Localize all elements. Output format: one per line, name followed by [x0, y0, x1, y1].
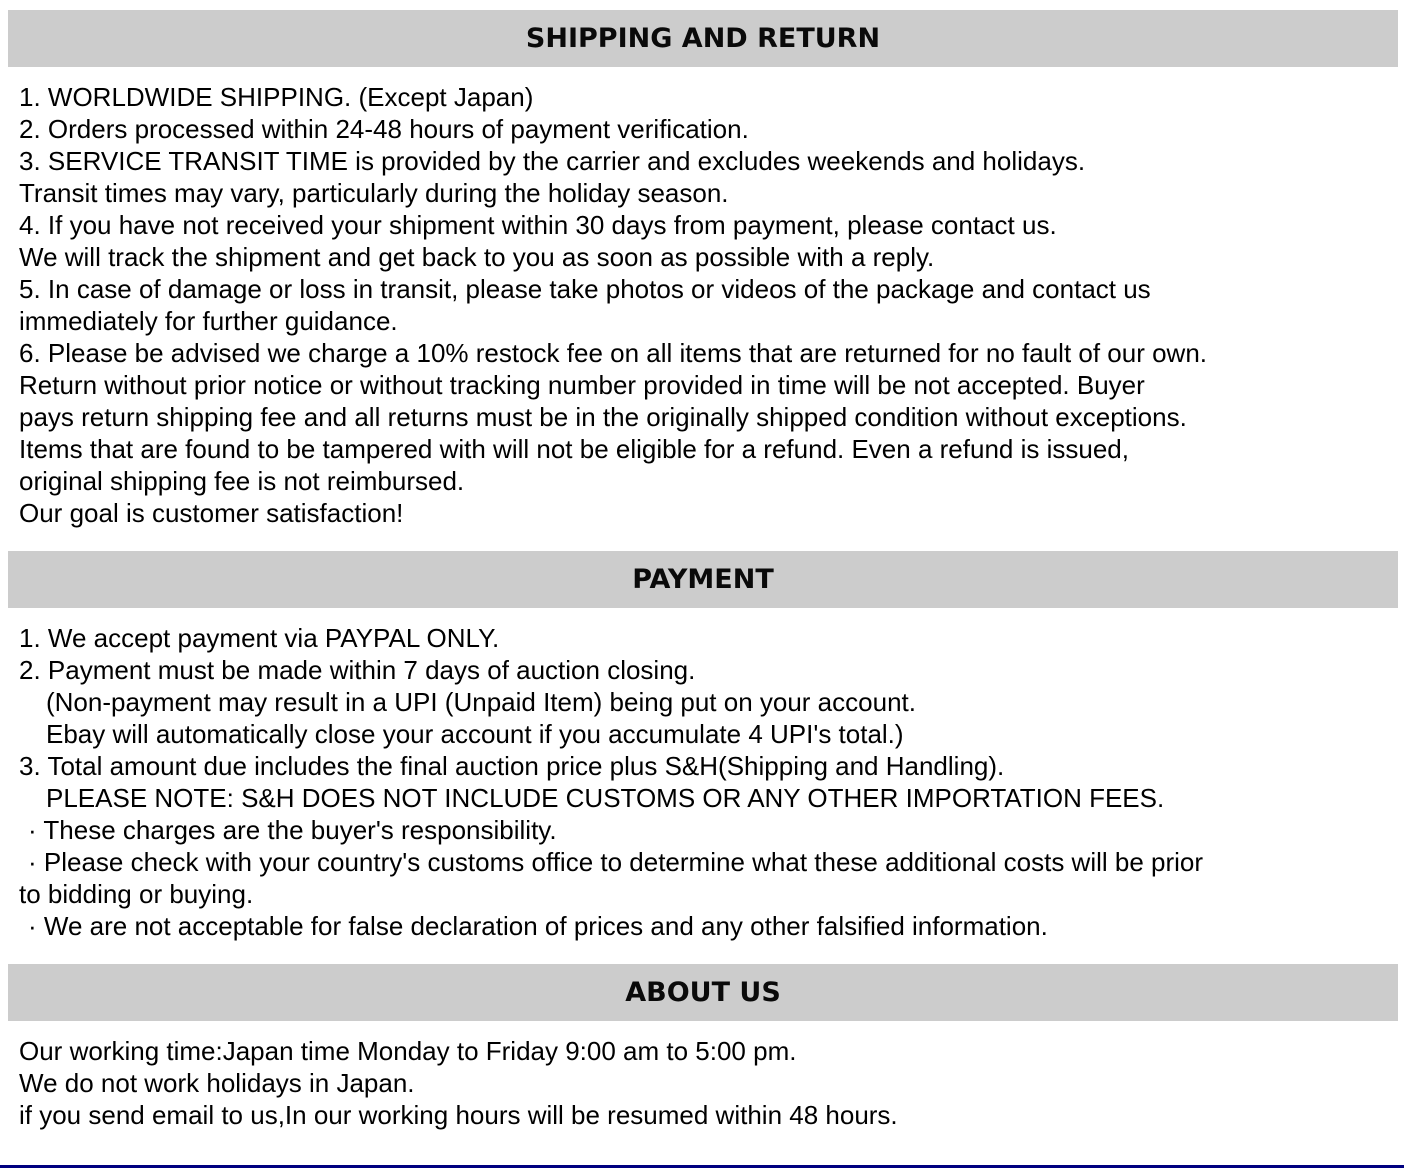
text-line: Our working time:Japan time Monday to Friday 9:00 am to 5:00 pm. — [19, 1036, 797, 1066]
text-line: 2. Orders processed within 24-48 hours of payment verification. — [19, 114, 749, 144]
text-line: to bidding or buying. — [19, 879, 254, 909]
text-line: · We are not acceptable for false declaration of prices and any other falsified information. — [28, 911, 1048, 941]
text-line: We will track the shipment and get back to you as soon as possible with a reply. — [19, 242, 935, 272]
text-line: 6. Please be advised we charge a 10% restock fee on all items that are returned for no fault of our own. — [19, 338, 1208, 368]
text-line: original shipping fee is not reimbursed. — [19, 466, 465, 496]
section-shipping-and-return — [0, 10, 1404, 551]
text-line: 1. We accept payment via PAYPAL ONLY. — [19, 623, 500, 653]
text-line: (Non-payment may result in a UPI (Unpaid Item) being put on your account. — [46, 687, 916, 717]
section-header-bar — [8, 964, 1398, 1021]
section-body — [0, 67, 1404, 551]
text-line: pays return shipping fee and all returns must be in the originally shipped condition without exceptions. — [19, 402, 1187, 432]
text-line: 2. Payment must be made within 7 days of auction closing. — [19, 655, 696, 685]
section-title: SHIPPING AND RETURN — [525, 23, 881, 54]
text-line: 5. In case of damage or loss in transit, please take photos or videos of the package and contact us — [19, 274, 1151, 304]
section-title: ABOUT US — [625, 977, 781, 1008]
text-line: · Please check with your country's customs office to determine what these additional costs will be prior — [28, 847, 1204, 877]
text-line: if you send email to us,In our working hours will be resumed within 48 hours. — [19, 1100, 898, 1130]
section-body — [0, 608, 1404, 964]
section-header-bar — [8, 551, 1398, 608]
section-title: PAYMENT — [632, 564, 774, 595]
section-header-bar — [8, 10, 1398, 67]
text-line: immediately for further guidance. — [19, 306, 398, 336]
text-line: Transit times may vary, particularly during the holiday season. — [19, 178, 729, 208]
section-about-us — [0, 964, 1404, 1153]
text-line: 4. If you have not received your shipment within 30 days from payment, please contact us. — [19, 210, 1057, 240]
text-line: PLEASE NOTE: S&H DOES NOT INCLUDE CUSTOMS OR ANY OTHER IMPORTATION FEES. — [46, 783, 1165, 813]
text-line: Return without prior notice or without tracking number provided in time will be not accepted. Buyer — [19, 370, 1145, 400]
text-line: 3. Total amount due includes the final auction price plus S&H(Shipping and Handling). — [19, 751, 1005, 781]
text-line: 1. WORLDWIDE SHIPPING. (Except Japan) — [19, 82, 534, 112]
text-line: Items that are found to be tampered with will not be eligible for a refund. Even a refund is issued, — [19, 434, 1129, 464]
text-line: Ebay will automatically close your account if you accumulate 4 UPI's total.) — [46, 719, 904, 749]
text-line: · These charges are the buyer's responsibility. — [28, 815, 557, 845]
text-line: We do not work holidays in Japan. — [19, 1068, 415, 1098]
text-line: Our goal is customer satisfaction! — [19, 498, 404, 528]
section-payment — [0, 551, 1404, 964]
sections-container — [0, 10, 1404, 1153]
text-line: 3. SERVICE TRANSIT TIME is provided by the carrier and excludes weekends and holidays. — [19, 146, 1086, 176]
section-body — [0, 1021, 1404, 1153]
